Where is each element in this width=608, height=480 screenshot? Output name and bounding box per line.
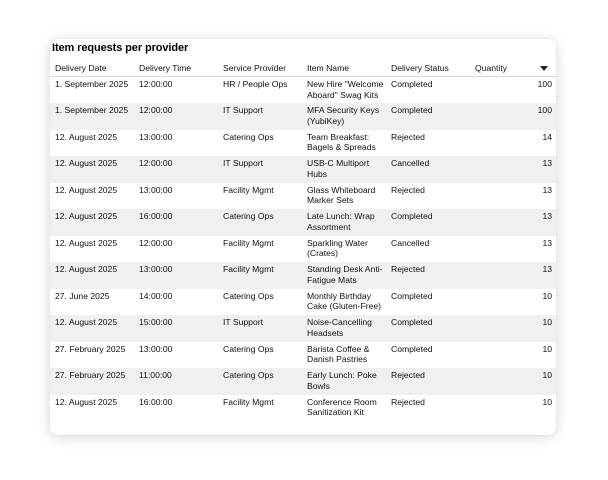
cell-delivery-status: Completed	[386, 342, 470, 369]
cell-service-provider: Facility Mgmt	[218, 183, 302, 210]
item-requests-card	[50, 39, 556, 435]
cell-delivery-time: 12:00:00	[134, 236, 218, 263]
sort-toggle[interactable]	[528, 60, 556, 77]
cell-service-provider: Facility Mgmt	[218, 262, 302, 289]
column-header-delivery-date[interactable]: Delivery Date	[50, 60, 134, 77]
table-row[interactable]	[50, 77, 556, 104]
cell-quantity: 10	[470, 395, 556, 422]
cell-delivery-status: Rejected	[386, 395, 470, 422]
cell-service-provider: Catering Ops	[218, 342, 302, 369]
cell-delivery-time: 14:00:00	[134, 289, 218, 316]
column-header-quantity[interactable]: Quantity	[470, 60, 528, 77]
cell-quantity: 100	[470, 103, 556, 130]
cell-delivery-date: 12. August 2025	[50, 156, 134, 183]
cell-delivery-status: Rejected	[386, 262, 470, 289]
item-requests-table	[50, 60, 556, 421]
cell-delivery-status: Rejected	[386, 130, 470, 157]
cell-delivery-date: 12. August 2025	[50, 395, 134, 422]
column-header-delivery-time[interactable]: Delivery Time	[134, 60, 218, 77]
cell-delivery-time: 12:00:00	[134, 77, 218, 104]
table-row[interactable]	[50, 342, 556, 369]
cell-quantity: 10	[470, 289, 556, 316]
cell-delivery-time: 13:00:00	[134, 130, 218, 157]
column-header-service-provider[interactable]: Service Provider	[218, 60, 302, 77]
cell-delivery-status: Completed	[386, 289, 470, 316]
cell-delivery-date: 12. August 2025	[50, 130, 134, 157]
cell-quantity: 10	[470, 342, 556, 369]
cell-delivery-status: Completed	[386, 315, 470, 342]
cell-delivery-date: 1. September 2025	[50, 77, 134, 104]
cell-item-name: Standing Desk Anti-Fatigue Mats	[302, 262, 386, 289]
cell-item-name: Late Lunch: Wrap Assortment	[302, 209, 386, 236]
cell-delivery-time: 12:00:00	[134, 156, 218, 183]
cell-delivery-date: 27. February 2025	[50, 342, 134, 369]
cell-delivery-status: Completed	[386, 209, 470, 236]
cell-delivery-status: Completed	[386, 77, 470, 104]
cell-delivery-date: 27. February 2025	[50, 368, 134, 395]
sort-descending-icon[interactable]	[540, 66, 548, 71]
table-row[interactable]	[50, 183, 556, 210]
cell-delivery-status: Rejected	[386, 183, 470, 210]
cell-delivery-status: Completed	[386, 103, 470, 130]
cell-delivery-date: 12. August 2025	[50, 183, 134, 210]
cell-delivery-time: 12:00:00	[134, 103, 218, 130]
cell-delivery-time: 13:00:00	[134, 262, 218, 289]
cell-service-provider: Catering Ops	[218, 368, 302, 395]
cell-item-name: Noise-Cancelling Headsets	[302, 315, 386, 342]
cell-quantity: 100	[470, 77, 556, 104]
table-row[interactable]	[50, 395, 556, 422]
cell-quantity: 13	[470, 236, 556, 263]
cell-delivery-date: 1. September 2025	[50, 103, 134, 130]
cell-service-provider: Facility Mgmt	[218, 395, 302, 422]
cell-quantity: 10	[470, 368, 556, 395]
cell-item-name: Early Lunch: Poke Bowls	[302, 368, 386, 395]
table-header-row	[50, 60, 556, 77]
table-row[interactable]	[50, 262, 556, 289]
table-row[interactable]	[50, 289, 556, 316]
cell-delivery-status: Rejected	[386, 368, 470, 395]
cell-delivery-date: 12. August 2025	[50, 209, 134, 236]
cell-quantity: 10	[470, 315, 556, 342]
cell-quantity: 13	[470, 156, 556, 183]
cell-service-provider: IT Support	[218, 103, 302, 130]
cell-quantity: 13	[470, 209, 556, 236]
table-row[interactable]	[50, 236, 556, 263]
cell-quantity: 13	[470, 262, 556, 289]
table-row[interactable]	[50, 130, 556, 157]
cell-item-name: Monthly Birthday Cake (Gluten-Free)	[302, 289, 386, 316]
cell-service-provider: Facility Mgmt	[218, 236, 302, 263]
cell-service-provider: IT Support	[218, 315, 302, 342]
column-header-item-name[interactable]: Item Name	[302, 60, 386, 77]
cell-delivery-date: 27. June 2025	[50, 289, 134, 316]
table-row[interactable]	[50, 315, 556, 342]
cell-item-name: Barista Coffee & Danish Pastries	[302, 342, 386, 369]
cell-item-name: Glass Whiteboard Marker Sets	[302, 183, 386, 210]
cell-delivery-time: 13:00:00	[134, 342, 218, 369]
cell-item-name: New Hire "Welcome Aboard" Swag Kits	[302, 77, 386, 104]
cell-delivery-time: 16:00:00	[134, 395, 218, 422]
table-row[interactable]	[50, 156, 556, 183]
cell-item-name: Team Breakfast: Bagels & Spreads	[302, 130, 386, 157]
cell-service-provider: Catering Ops	[218, 130, 302, 157]
cell-service-provider: HR / People Ops	[218, 77, 302, 104]
table-row[interactable]	[50, 368, 556, 395]
cell-delivery-status: Cancelled	[386, 156, 470, 183]
cell-item-name: MFA Security Keys (YubiKey)	[302, 103, 386, 130]
cell-delivery-date: 12. August 2025	[50, 236, 134, 263]
cell-delivery-date: 12. August 2025	[50, 315, 134, 342]
cell-service-provider: IT Support	[218, 156, 302, 183]
cell-delivery-time: 15:00:00	[134, 315, 218, 342]
cell-delivery-time: 13:00:00	[134, 183, 218, 210]
column-header-delivery-status[interactable]: Delivery Status	[386, 60, 470, 77]
cell-item-name: Conference Room Sanitization Kit	[302, 395, 386, 422]
cell-service-provider: Catering Ops	[218, 289, 302, 316]
cell-quantity: 14	[470, 130, 556, 157]
table-row[interactable]	[50, 103, 556, 130]
cell-item-name: USB-C Multiport Hubs	[302, 156, 386, 183]
cell-delivery-time: 11:00:00	[134, 368, 218, 395]
cell-delivery-status: Cancelled	[386, 236, 470, 263]
cell-item-name: Sparkling Water (Crates)	[302, 236, 386, 263]
cell-quantity: 13	[470, 183, 556, 210]
cell-delivery-time: 16:00:00	[134, 209, 218, 236]
table-row[interactable]	[50, 209, 556, 236]
cell-service-provider: Catering Ops	[218, 209, 302, 236]
cell-delivery-date: 12. August 2025	[50, 262, 134, 289]
table-title: Item requests per provider	[52, 42, 189, 54]
